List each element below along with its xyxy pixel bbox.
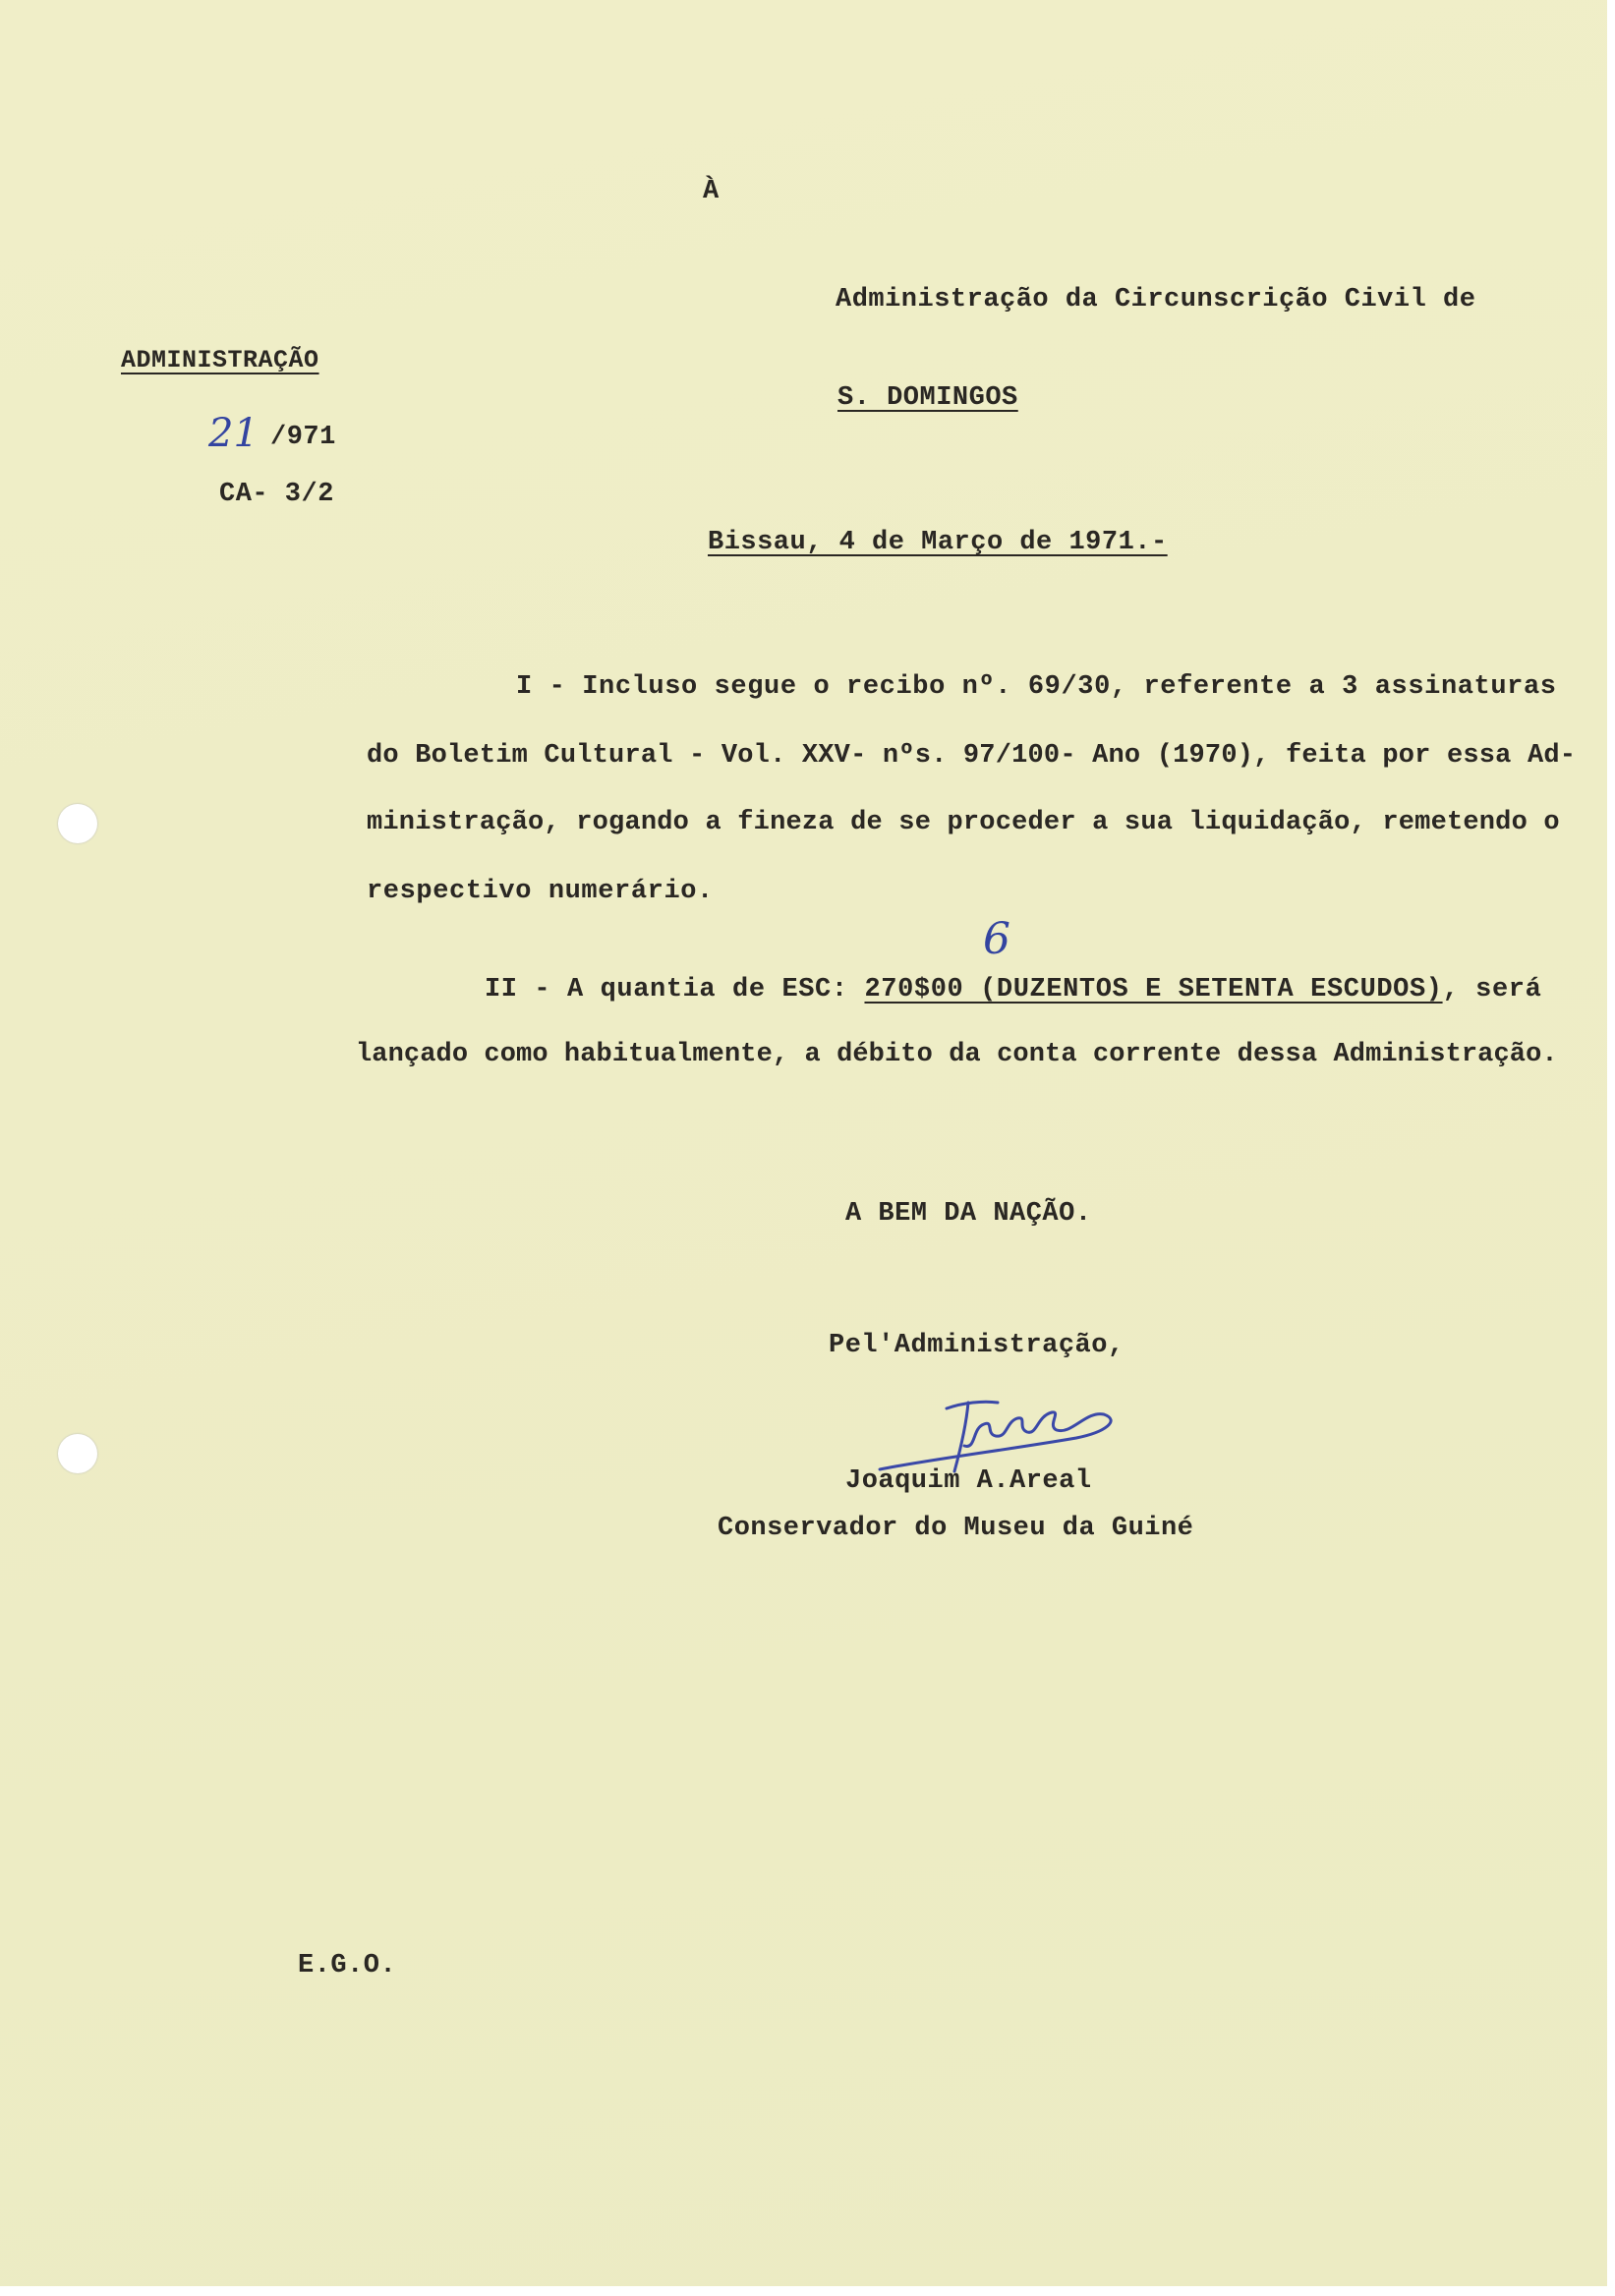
signatory-name: Joaquim A.Areal	[845, 1466, 1092, 1496]
page-edge-right	[1607, 0, 1615, 2296]
signature-by: Pel'Administração,	[829, 1331, 1125, 1360]
reference-code: CA- 3/2	[219, 480, 334, 509]
page-edge-bottom	[0, 2286, 1615, 2296]
paragraph2-line1	[485, 975, 1541, 1004]
paragraph2-line2: lançado como habitualmente, a débito da conta corrente dessa Administração.	[356, 1040, 1558, 1069]
paragraph1-line4: respectivo numerário.	[367, 877, 714, 906]
paragraph1-line2: do Boletim Cultural - Vol. XXV- nºs. 97/100- Ano (1970), feita por essa Ad-	[367, 741, 1577, 771]
date-line: Bissau, 4 de Março de 1971.-	[708, 528, 1168, 557]
paragraph1-line3: ministração, rogando a fineza de se proceder a sua liquidação, remetendo o	[367, 808, 1560, 837]
recipient-line2: S. DOMINGOS	[837, 383, 1018, 413]
reference-number-suffix: /971	[270, 423, 336, 452]
paragraph2-amount: 270$00 (DUZENTOS E SETENTA ESCUDOS)	[864, 975, 1443, 1004]
reference-number-handwritten: 21	[208, 411, 259, 456]
footer-initials: E.G.O.	[298, 1951, 397, 1980]
reference-heading: ADMINISTRAÇÃO	[121, 346, 319, 374]
paragraph1-line1: I - Incluso segue o recibo nº. 69/30, referente a 3 assinaturas	[516, 672, 1557, 702]
amount-correction-handwritten: 6	[983, 914, 1010, 964]
paragraph2-lead: II - A quantia de ESC:	[485, 975, 848, 1004]
closing-line: A BEM DA NAÇÃO.	[845, 1199, 1092, 1229]
recipient-prefix: À	[703, 177, 720, 206]
signatory-title: Conservador do Museu da Guiné	[718, 1514, 1194, 1543]
punch-hole-top	[58, 804, 97, 843]
paragraph2-tail: , será	[1442, 975, 1542, 1004]
punch-hole-bottom	[58, 1434, 97, 1473]
recipient-line1: Administração da Circunscrição Civil de	[836, 285, 1476, 315]
